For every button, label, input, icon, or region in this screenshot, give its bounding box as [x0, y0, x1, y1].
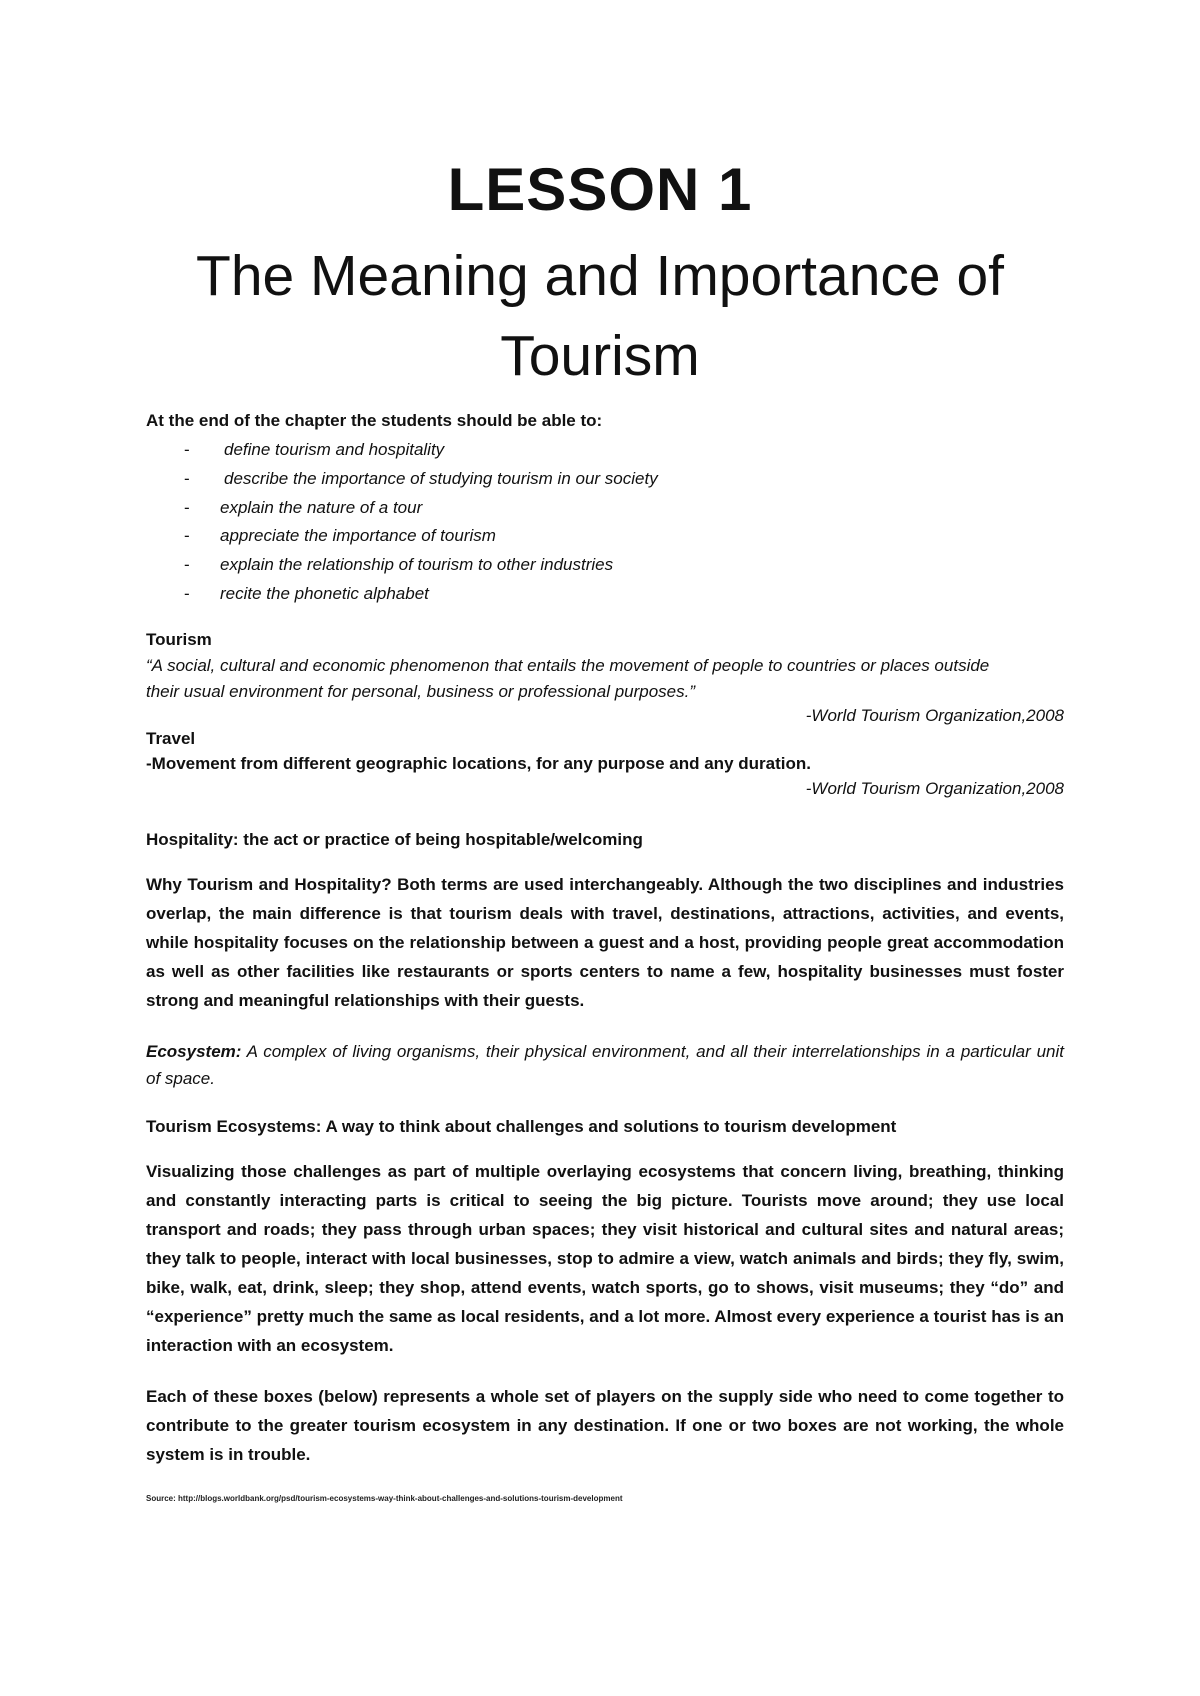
objective-text: describe the importance of studying tourism in our society: [224, 468, 658, 488]
tourism-ecosystems-term: Tourism Ecosystems:: [146, 1117, 322, 1136]
list-dash: -: [184, 468, 190, 488]
travel-definition: -Movement from different geographic locations, for any purpose and any duration.: [146, 754, 811, 773]
objective-text: appreciate the importance of tourism: [220, 526, 496, 546]
list-dash: -: [184, 497, 190, 517]
source-note: Source: http://blogs.worldbank.org/psd/tourism-ecosystems-way-think-about-challenges-and-solutions-tourism-development: [146, 1494, 623, 1503]
lesson-number: LESSON 1: [447, 156, 753, 223]
travel-term: Travel: [146, 729, 196, 748]
ecosystem-definition: [146, 1038, 1064, 1092]
travel-attribution: -World Tourism Organization,2008: [805, 779, 1064, 798]
objective-item: [146, 522, 1064, 551]
objective-text: define tourism and hospitality: [224, 440, 445, 459]
list-dash: -: [184, 583, 190, 603]
objective-item: [146, 494, 1064, 523]
ecosystem-text: A complex of living organisms, their physical environment, and all their interrelationships in a particular unit of space.: [146, 1042, 1064, 1088]
list-dash: -: [184, 440, 190, 459]
objective-text: explain the relationship of tourism to other industries: [220, 555, 614, 575]
tourism-attribution: -World Tourism Organization,2008: [805, 706, 1064, 725]
objective-item: [146, 551, 1064, 580]
tourism-ecosystems-text: A way to think about challenges and solutions to tourism development: [321, 1117, 897, 1136]
lesson-title: [0, 236, 1200, 396]
tourism-quote-line-1: “A social, cultural and economic phenomenon that entails the movement of people to countries or places outside: [146, 656, 990, 675]
objectives-list: [146, 436, 1064, 609]
objective-text: explain the nature of a tour: [220, 497, 423, 517]
why-tourism-paragraph: Why Tourism and Hospitality? Both terms are used interchangeably. Although the two disciplines and industries overlap, the main difference is that tourism deals with travel, destinations, attractions, activities, and events, while hospitality focuses on the relationship between a guest and a host, providing people great accommodation as well as other facilities like restaurants or sports centers to name a few, hospitality businesses must foster strong and meaningful relationships with their guests.: [146, 875, 1064, 1010]
objectives-heading: At the end of the chapter the students should be able to:: [146, 411, 603, 430]
tourism-ecosystems-line: [146, 1115, 1064, 1139]
boxes-paragraph: Each of these boxes (below) represents a whole set of players on the supply side who need to come together to contribute to the greater tourism ecosystem in any destination. If one or two boxes are not working, the whole system is in trouble.: [146, 1387, 1064, 1464]
objective-item: [146, 465, 1064, 494]
lesson-title-line-1: The Meaning and Importance of: [196, 244, 1004, 308]
lesson-title-line-2: Tourism: [500, 324, 700, 388]
visualizing-paragraph: Visualizing those challenges as part of multiple overlaying ecosystems that concern living, breathing, thinking and constantly interacting parts is critical to seeing the big picture. Tourists move around; they use local transport and roads; they pass through urban spaces; they visit historical and cultural sites and natural areas; they talk to people, interact with local businesses, stop to admire a view, watch animals and birds; they fly, swim, bike, walk, eat, drink, sleep; they shop, attend events, watch sports, go to shows, visit museums; they “do” and “experience” pretty much the same as local residents, and a lot more. Almost every experience a tourist has is an interaction with an ecosystem.: [146, 1162, 1064, 1355]
hospitality-definition: Hospitality: the act or practice of being hospitable/welcoming: [146, 830, 643, 849]
tourism-quote-line-2: their usual environment for personal, business or professional purposes.”: [146, 682, 696, 701]
ecosystem-term: Ecosystem:: [146, 1042, 242, 1061]
objective-item: [146, 580, 1064, 609]
objective-item: [146, 436, 1064, 465]
list-dash: -: [184, 555, 190, 575]
tourism-term: Tourism: [146, 630, 212, 649]
list-dash: -: [184, 526, 190, 546]
objective-text: recite the phonetic alphabet: [220, 583, 429, 603]
